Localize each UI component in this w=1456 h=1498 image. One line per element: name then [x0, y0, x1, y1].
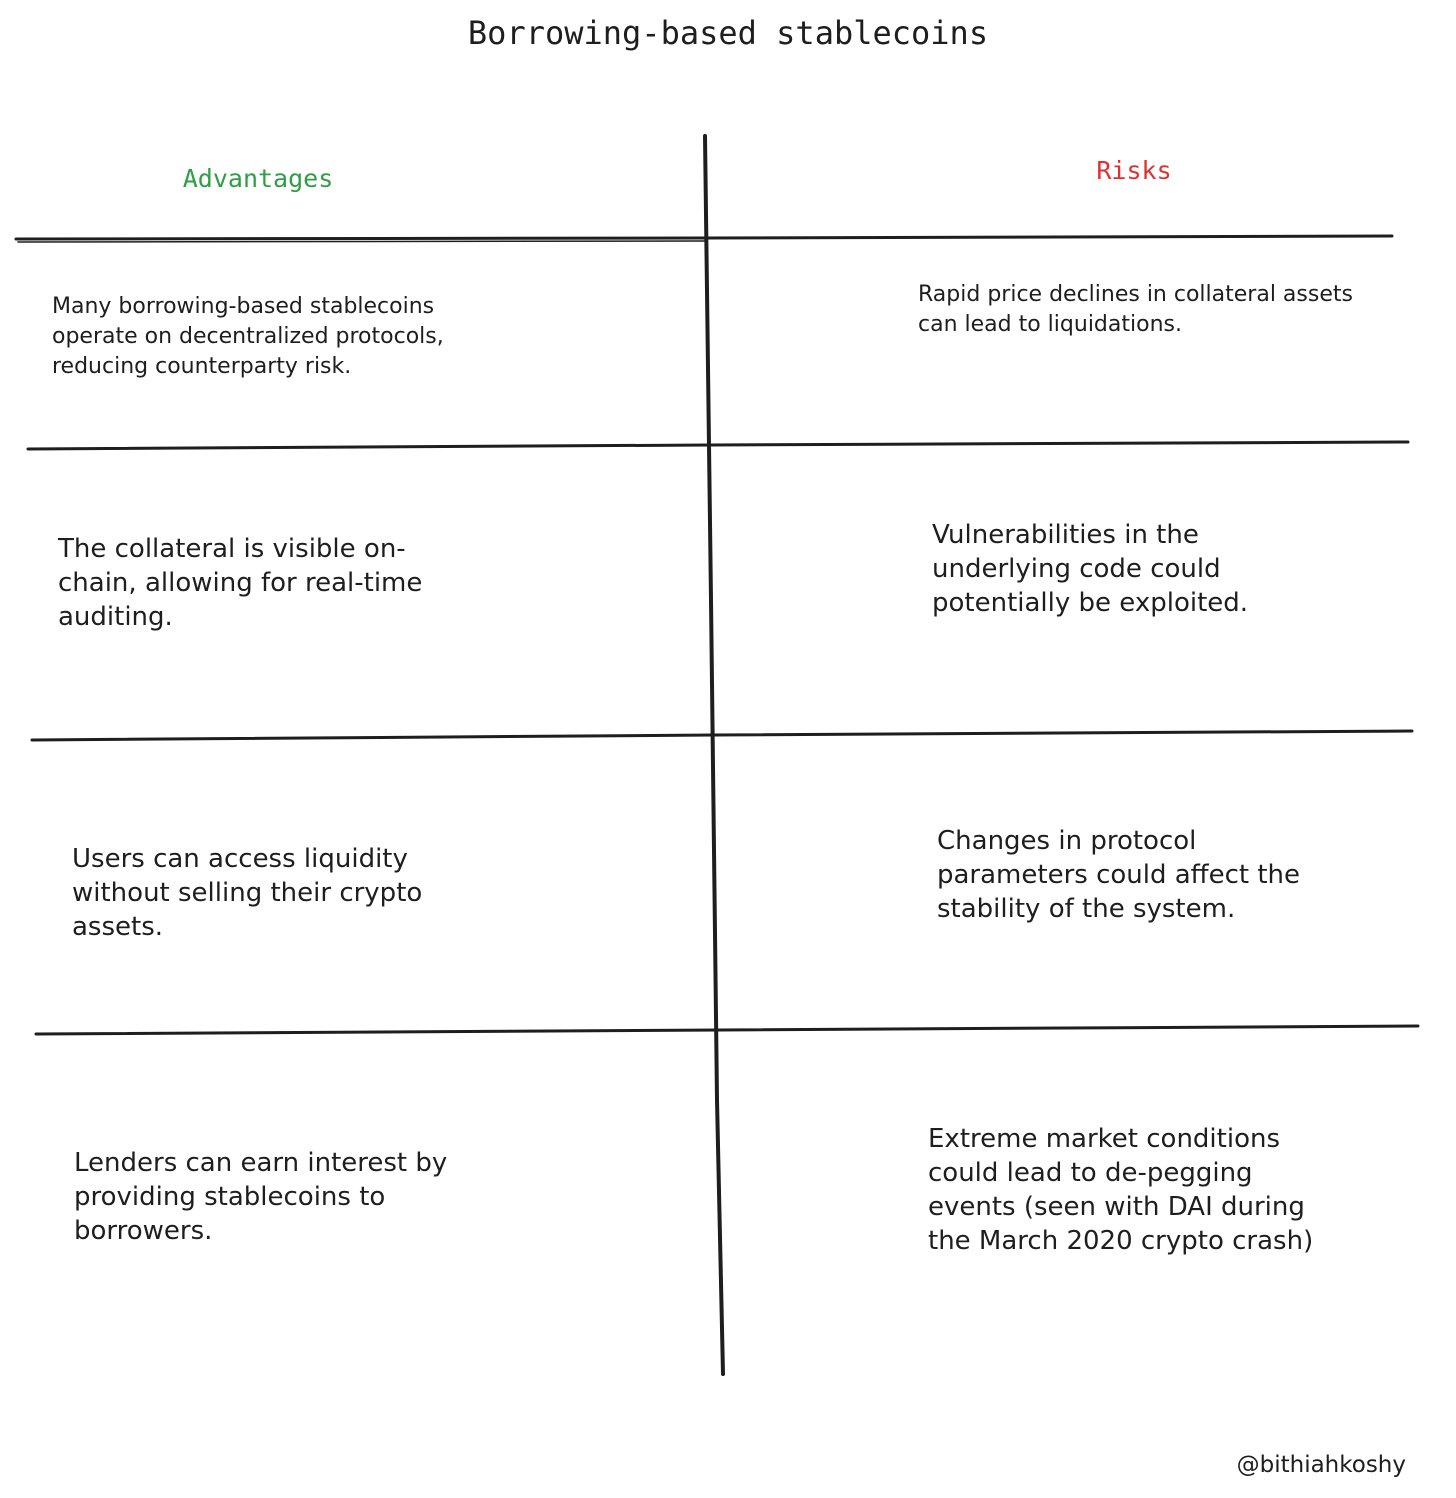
risks-header: Risks: [1096, 156, 1172, 185]
advantage-cell-4: Lenders can earn interest by providing stablecoins to borrowers.: [74, 1148, 448, 1246]
diagram-title: Borrowing-based stablecoins: [467, 14, 989, 52]
row-divider-3: [32, 731, 1412, 740]
advantages-header: Advantages: [182, 164, 334, 193]
advantage-cell-3: Users can access liquidity without selling their crypto assets.: [72, 844, 423, 942]
row-divider-4: [36, 1026, 1418, 1034]
author-handle: @bithiahkoshy: [1236, 1452, 1406, 1478]
risk-cell-4: Extreme market conditions could lead to de-pegging events (seen with DAI during the March 2020 crypto crash): [928, 1124, 1314, 1256]
advantage-cell-1: Many borrowing-based stablecoins operate on decentralized protocols, reducing counterparty risk.: [52, 294, 444, 379]
row-divider-1-shadow: [18, 241, 705, 242]
advantage-cell-2: The collateral is visible on-chain, allowing for real-time auditing.: [58, 534, 423, 632]
risk-cell-3: Changes in protocol parameters could affect the stability of the system.: [937, 826, 1301, 924]
risk-cell-2: Vulnerabilities in the underlying code could potentially be exploited.: [932, 520, 1249, 618]
row-divider-1: [16, 236, 1392, 239]
risk-cell-1: Rapid price declines in collateral assets can lead to liquidations.: [918, 282, 1353, 337]
vertical-divider: [705, 136, 723, 1374]
row-divider-2: [28, 442, 1408, 449]
